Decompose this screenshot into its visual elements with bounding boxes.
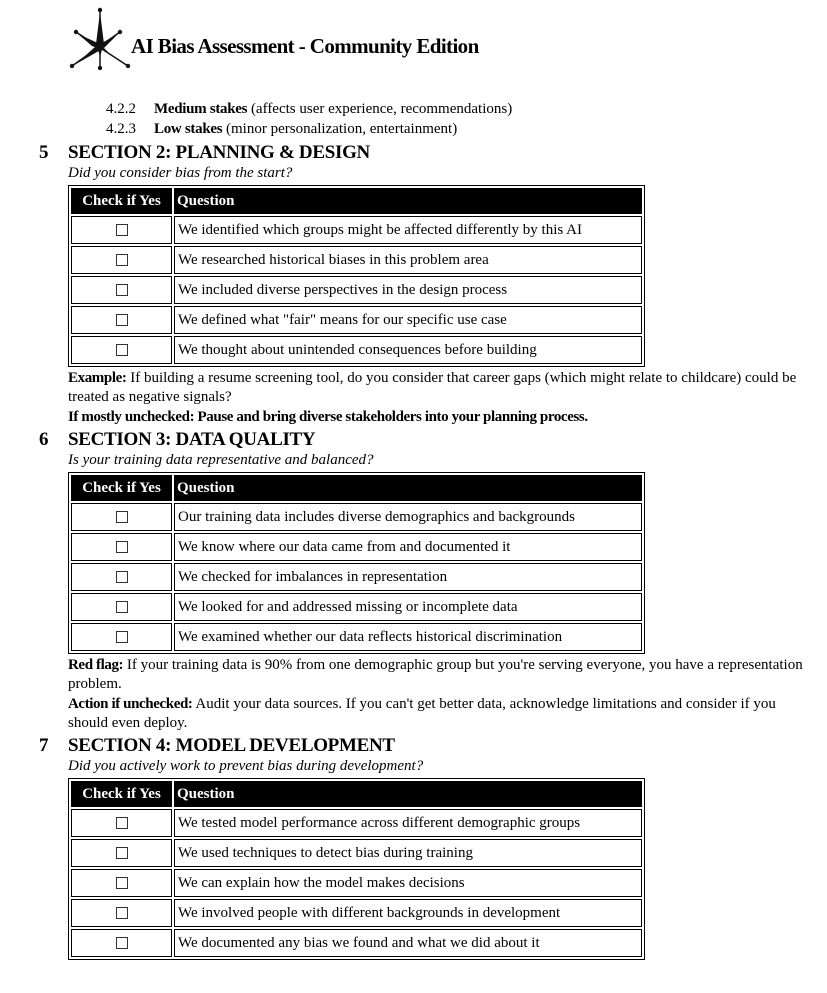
table-row: [71, 216, 642, 244]
compass-star-icon: [68, 6, 132, 72]
table-row: [71, 276, 642, 304]
note-label: Example:: [68, 370, 127, 386]
note-label: Action if unchecked:: [68, 696, 193, 712]
checkbox-cell: [71, 336, 172, 364]
question-text: We documented any bias we found and what we did about it: [174, 929, 642, 957]
checkbox[interactable]: [116, 631, 128, 643]
column-header-question: Question: [174, 188, 642, 214]
question-text: We involved people with different backgrounds in development: [174, 899, 642, 927]
subitem-label: Medium stakes: [154, 101, 248, 117]
note-text: If your training data is 90% from one demographic group but you're serving everyone, you have a representation problem.: [68, 657, 803, 692]
checkbox-cell: [71, 869, 172, 897]
checkbox-cell: [71, 899, 172, 927]
checkbox-cell: [71, 839, 172, 867]
table-row: [71, 563, 642, 591]
table-row: [71, 593, 642, 621]
table-row: [71, 503, 642, 531]
section-number: 5: [39, 142, 49, 163]
subitem-low-stakes: [106, 121, 457, 138]
section-heading-data-quality: [39, 429, 315, 451]
checkbox-cell: [71, 593, 172, 621]
note-label: If mostly unchecked: Pause and bring diverse stakeholders into your planning process.: [68, 409, 588, 425]
checkbox[interactable]: [116, 907, 128, 919]
checkbox[interactable]: [116, 817, 128, 829]
question-text: We know where our data came from and documented it: [174, 533, 642, 561]
checkbox[interactable]: [116, 571, 128, 583]
checkbox[interactable]: [116, 847, 128, 859]
question-text: We used techniques to detect bias during training: [174, 839, 642, 867]
question-text: We identified which groups might be affected differently by this AI: [174, 216, 642, 244]
column-header-check: Check if Yes: [71, 475, 172, 501]
question-text: We examined whether our data reflects historical discrimination: [174, 623, 642, 651]
checkbox-cell: [71, 276, 172, 304]
column-header-question: Question: [174, 475, 642, 501]
checkbox-cell: [71, 563, 172, 591]
subitem-label: Low stakes: [154, 121, 223, 137]
table-header-row: [71, 475, 642, 501]
table-row: [71, 839, 642, 867]
section-heading-planning: [39, 142, 370, 164]
checkbox[interactable]: [116, 541, 128, 553]
table-row: [71, 869, 642, 897]
checkbox[interactable]: [116, 344, 128, 356]
checkbox[interactable]: [116, 937, 128, 949]
document-header: [68, 6, 132, 72]
subitem-detail: (minor personalization, entertainment): [222, 121, 458, 137]
checkbox[interactable]: [116, 224, 128, 236]
checkbox-cell: [71, 503, 172, 531]
column-header-check: Check if Yes: [71, 781, 172, 807]
section-title: SECTION 3: DATA QUALITY: [68, 429, 316, 450]
table-row: [71, 246, 642, 274]
checkbox-cell: [71, 533, 172, 561]
section-title: SECTION 2: PLANNING & DESIGN: [68, 142, 370, 163]
column-header-question: Question: [174, 781, 642, 807]
checkbox-cell: [71, 306, 172, 334]
action-note: [68, 695, 808, 733]
column-header-check: Check if Yes: [71, 188, 172, 214]
checkbox[interactable]: [116, 877, 128, 889]
table-row: [71, 623, 642, 651]
table-row: [71, 809, 642, 837]
checkbox-cell: [71, 623, 172, 651]
section-number: 7: [39, 735, 49, 756]
table-header-row: [71, 781, 642, 807]
action-note: [68, 408, 808, 427]
table-row: [71, 306, 642, 334]
section-prompt: Did you consider bias from the start?: [68, 165, 293, 181]
checkbox-cell: [71, 246, 172, 274]
question-text: We can explain how the model makes decisions: [174, 869, 642, 897]
checkbox[interactable]: [116, 314, 128, 326]
table-row: [71, 929, 642, 957]
section-heading-model-development: [39, 735, 395, 757]
table-row: [71, 533, 642, 561]
checkbox-cell: [71, 809, 172, 837]
checklist-table-data-quality: [68, 472, 645, 654]
red-flag-note: [68, 656, 808, 694]
question-text: We included diverse perspectives in the design process: [174, 276, 642, 304]
table-header-row: [71, 188, 642, 214]
checkbox[interactable]: [116, 254, 128, 266]
checkbox[interactable]: [116, 601, 128, 613]
question-text: Our training data includes diverse demographics and backgrounds: [174, 503, 642, 531]
checkbox[interactable]: [116, 511, 128, 523]
section-title: SECTION 4: MODEL DEVELOPMENT: [68, 735, 395, 756]
question-text: We looked for and addressed missing or incomplete data: [174, 593, 642, 621]
checklist-table-planning: [68, 185, 645, 367]
checkbox-cell: [71, 216, 172, 244]
question-text: We tested model performance across different demographic groups: [174, 809, 642, 837]
checkbox[interactable]: [116, 284, 128, 296]
question-text: We thought about unintended consequences before building: [174, 336, 642, 364]
subitem-number: 4.2.2: [106, 101, 136, 117]
note-text: Audit your data sources. If you can't get better data, acknowledge limitations and consider if you should even deploy.: [68, 696, 776, 731]
section-prompt: Is your training data representative and balanced?: [68, 452, 374, 468]
example-note: [68, 369, 808, 407]
section-number: 6: [39, 429, 49, 450]
question-text: We defined what "fair" means for our specific use case: [174, 306, 642, 334]
table-row: [71, 336, 642, 364]
note-label: Red flag:: [68, 657, 124, 673]
subitem-medium-stakes: [106, 101, 512, 118]
document-title: AI Bias Assessment - Community Edition: [131, 34, 479, 58]
subitem-number: 4.2.3: [106, 121, 136, 137]
checklist-table-model-development: [68, 778, 645, 960]
section-prompt: Did you actively work to prevent bias during development?: [68, 758, 424, 774]
question-text: We researched historical biases in this problem area: [174, 246, 642, 274]
table-row: [71, 899, 642, 927]
checkbox-cell: [71, 929, 172, 957]
question-text: We checked for imbalances in representation: [174, 563, 642, 591]
note-text: If building a resume screening tool, do you consider that career gaps (which might relate to childcare) could be treated as negative signals?: [68, 370, 797, 405]
subitem-detail: (affects user experience, recommendations): [247, 101, 513, 117]
